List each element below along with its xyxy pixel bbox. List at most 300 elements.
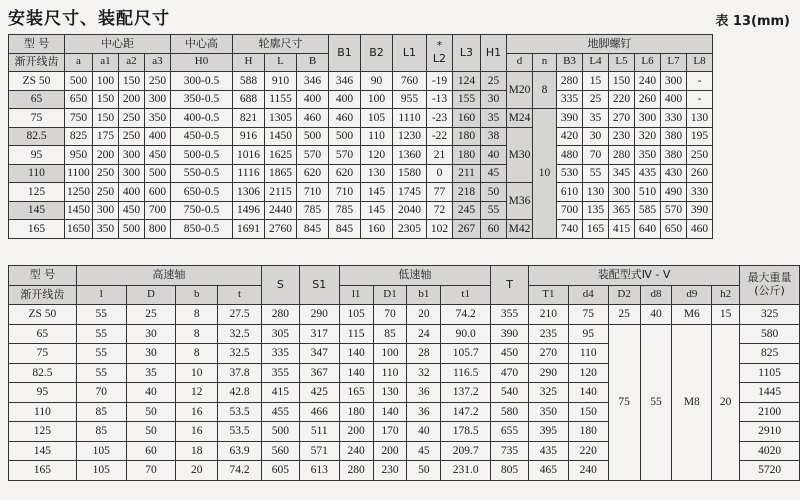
cell-l: 85: [76, 422, 126, 442]
cell-a3: 400: [145, 127, 171, 146]
cell-t: 37.8: [218, 363, 262, 383]
cell-a1: 150: [93, 109, 119, 128]
cell-d4: 150: [568, 402, 608, 422]
cell-l5: 150: [609, 72, 635, 91]
cell-T1: 350: [528, 402, 568, 422]
col-h0: H0: [171, 53, 233, 72]
cell-H: 1691: [233, 220, 265, 239]
cell-max-weight: 325: [740, 305, 800, 325]
cell-b1: 24: [407, 324, 441, 344]
cell-l5: 280: [609, 146, 635, 165]
cell-b1: 45: [407, 441, 441, 461]
cell-T: 805: [491, 461, 529, 481]
cell-T1: 290: [528, 363, 568, 383]
cell-l1: 240: [339, 441, 373, 461]
cell-b3: 740: [557, 220, 583, 239]
col-D1: D1: [373, 285, 407, 305]
cell-b2: 100: [361, 90, 393, 109]
model-size: 75: [9, 344, 77, 364]
col-assembly-type: 装配型式Ⅳ - V: [528, 266, 739, 286]
cell-a1: 100: [93, 72, 119, 91]
cell-S: 605: [261, 461, 299, 481]
cell-a1: 175: [93, 127, 119, 146]
cell-S1: 425: [299, 383, 339, 403]
cell-b1: 20: [407, 305, 441, 325]
cell-a1: 200: [93, 146, 119, 165]
cell-D: 40: [126, 383, 176, 403]
cell-l2: 72: [427, 201, 453, 220]
col-b2: B2: [361, 35, 393, 72]
cell-a2: 450: [119, 201, 145, 220]
cell-l2: -23: [427, 109, 453, 128]
cell-S1: 367: [299, 363, 339, 383]
col-t1: t1: [441, 285, 491, 305]
cell-T: 390: [491, 324, 529, 344]
cell-l7: 400: [661, 90, 687, 109]
cell-h1: 60: [481, 220, 507, 239]
cell-d1: 70: [373, 305, 407, 325]
cell-max-weight: 4020: [740, 441, 800, 461]
cell-t: 42.8: [218, 383, 262, 403]
cell-t1: 74.2: [441, 305, 491, 325]
cell-H: 1116: [233, 164, 265, 183]
cell-l1: 165: [339, 383, 373, 403]
col-b1b: b1: [407, 285, 441, 305]
cell-d9: M6: [672, 305, 712, 325]
cell-B: 460: [297, 109, 329, 128]
cell-S1: 511: [299, 422, 339, 442]
cell-L: 2440: [265, 201, 297, 220]
cell-l8: 330: [687, 183, 713, 202]
cell-l3: 180: [453, 127, 481, 146]
cell-l8: 260: [687, 164, 713, 183]
cell-t: 63.9: [218, 441, 262, 461]
cell-l: 105: [76, 441, 126, 461]
col-l3: L3: [453, 35, 481, 72]
cell-L: 1865: [265, 164, 297, 183]
cell-l1: 955: [393, 90, 427, 109]
cell-d1: 230: [373, 461, 407, 481]
col-l8: L8: [687, 53, 713, 72]
cell-B: 500: [297, 127, 329, 146]
cell-H: 1016: [233, 146, 265, 165]
cell-h1: 30: [481, 90, 507, 109]
cell-l4: 130: [583, 183, 609, 202]
cell-H: 821: [233, 109, 265, 128]
cell-h1: 50: [481, 183, 507, 202]
cell-b3: 335: [557, 90, 583, 109]
cell-B: 845: [297, 220, 329, 239]
cell-l4: 135: [583, 201, 609, 220]
cell-L: 1625: [265, 146, 297, 165]
cell-T1: 465: [528, 461, 568, 481]
l2-note: *: [436, 39, 443, 53]
cell-h1: 55: [481, 201, 507, 220]
model-size: 82.5: [9, 363, 77, 383]
cell-max-weight: 1445: [740, 383, 800, 403]
col-B: B: [297, 53, 329, 72]
cell-b: 16: [176, 402, 218, 422]
col-T1: T1: [528, 285, 568, 305]
col-a1: a1: [93, 53, 119, 72]
cell-max-weight: 580: [740, 324, 800, 344]
cell-l3: 160: [453, 109, 481, 128]
cell-B: 620: [297, 164, 329, 183]
cell-l3: 218: [453, 183, 481, 202]
cell-b2: 120: [361, 146, 393, 165]
cell-S: 355: [261, 363, 299, 383]
cell-T: 655: [491, 422, 529, 442]
cell-t1: 90.0: [441, 324, 491, 344]
cell-t: 32.5: [218, 344, 262, 364]
col-ls-shaft: 低速轴: [339, 266, 490, 286]
cell-S: 305: [261, 324, 299, 344]
cell-l8: -: [687, 72, 713, 91]
cell-l6: 640: [635, 220, 661, 239]
col-n: n: [533, 53, 557, 72]
cell-a2: 300: [119, 164, 145, 183]
col-d4: d4: [568, 285, 608, 305]
max-weight-label: 最大重量: [747, 271, 792, 285]
cell-l5: 270: [609, 109, 635, 128]
cell-L: 2115: [265, 183, 297, 202]
cell-l: 55: [76, 305, 126, 325]
model-size: 65: [9, 90, 65, 109]
model-size: 110: [9, 402, 77, 422]
cell-a2: 250: [119, 109, 145, 128]
cell-l6: 300: [635, 109, 661, 128]
cell-D: 60: [126, 441, 176, 461]
cell-b: 8: [176, 305, 218, 325]
col-D: D: [126, 285, 176, 305]
cell-t1: 137.2: [441, 383, 491, 403]
col-H: H: [233, 53, 265, 72]
cell-l1: 1580: [393, 164, 427, 183]
cell-b: 18: [176, 441, 218, 461]
cell-l1: 115: [339, 324, 373, 344]
cell-l6: 260: [635, 90, 661, 109]
cell-a1: 300: [93, 201, 119, 220]
table-row: [9, 90, 713, 109]
col-d: d: [507, 53, 533, 72]
cell-B: 785: [297, 201, 329, 220]
cell-a3: 450: [145, 146, 171, 165]
col-l7: L7: [661, 53, 687, 72]
cell-H: 588: [233, 72, 265, 91]
cell-d4: 180: [568, 422, 608, 442]
col-d8: d8: [640, 285, 672, 305]
cell-d1: 85: [373, 324, 407, 344]
model-size: ZS 50: [9, 72, 65, 91]
cell-h0: 750-0.5: [171, 201, 233, 220]
col-hs-shaft: 高速轴: [76, 266, 261, 286]
cell-a1: 350: [93, 220, 119, 239]
model-size: 125: [9, 422, 77, 442]
cell-T: 580: [491, 402, 529, 422]
cell-l6: 320: [635, 127, 661, 146]
cell-b1: 36: [407, 383, 441, 403]
table-row: [9, 109, 713, 128]
table-row: [9, 305, 800, 325]
table-row: [9, 201, 713, 220]
cell-a2: 300: [119, 146, 145, 165]
cell-b2: 145: [361, 183, 393, 202]
max-weight-unit: (公斤): [754, 284, 785, 297]
cell-b1: 32: [407, 363, 441, 383]
cell-l4: 35: [583, 109, 609, 128]
cell-S1: 613: [299, 461, 339, 481]
cell-l5: 345: [609, 164, 635, 183]
cell-b1: 460: [329, 109, 361, 128]
cell-T1: 325: [528, 383, 568, 403]
cell-l1: 2305: [393, 220, 427, 239]
anchor-bolt-size: M30: [507, 127, 533, 183]
cell-l8: 390: [687, 201, 713, 220]
table-row: [9, 164, 713, 183]
cell-l7: 300: [661, 72, 687, 91]
cell-a: 1250: [65, 183, 93, 202]
cell-b1: 400: [329, 90, 361, 109]
col-d9: d9: [672, 285, 712, 305]
cell-l3: 124: [453, 72, 481, 91]
model-size: 95: [9, 146, 65, 165]
cell-l4: 165: [583, 220, 609, 239]
cell-H: 1306: [233, 183, 265, 202]
cell-max-weight: 2910: [740, 422, 800, 442]
cell-l4: 15: [583, 72, 609, 91]
cell-D: 50: [126, 422, 176, 442]
cell-h0: 400-0.5: [171, 109, 233, 128]
model-size: 75: [9, 109, 65, 128]
cell-b: 16: [176, 422, 218, 442]
cell-t1: 147.2: [441, 402, 491, 422]
col-a3: a3: [145, 53, 171, 72]
col-l1b: l1: [339, 285, 373, 305]
cell-S1: 347: [299, 344, 339, 364]
cell-t1: 116.5: [441, 363, 491, 383]
cell-T: 540: [491, 383, 529, 403]
cell-a3: 600: [145, 183, 171, 202]
cell-a1: 250: [93, 183, 119, 202]
cell-S1: 290: [299, 305, 339, 325]
cell-b3: 420: [557, 127, 583, 146]
cell-d4: 120: [568, 363, 608, 383]
model-size: 65: [9, 324, 77, 344]
assembly-dimensions-table: [8, 265, 800, 481]
cell-H: 1496: [233, 201, 265, 220]
cell-T: 735: [491, 441, 529, 461]
cell-max-weight: 825: [740, 344, 800, 364]
col-S1: S1: [299, 266, 339, 305]
col2-model: 型 号: [9, 266, 77, 286]
cell-d1: 200: [373, 441, 407, 461]
cell-h0: 350-0.5: [171, 90, 233, 109]
cell-a: 950: [65, 146, 93, 165]
cell-d4: 220: [568, 441, 608, 461]
anchor-bolt-count: 8: [533, 72, 557, 109]
installation-dimensions-table: [8, 34, 713, 239]
cell-h2-merged: 20: [712, 324, 740, 480]
cell-h0: 850-0.5: [171, 220, 233, 239]
table-row: [9, 220, 713, 239]
col-L: L: [265, 53, 297, 72]
cell-l2: 0: [427, 164, 453, 183]
cell-b3: 390: [557, 109, 583, 128]
cell-l8: -: [687, 90, 713, 109]
cell-b2: 110: [361, 127, 393, 146]
cell-l8: 460: [687, 220, 713, 239]
cell-a2: 250: [119, 127, 145, 146]
cell-t: 32.5: [218, 324, 262, 344]
cell-a1: 250: [93, 164, 119, 183]
l2-label: L2: [432, 52, 447, 65]
cell-b1: 785: [329, 201, 361, 220]
cell-b1: 620: [329, 164, 361, 183]
cell-b1: 36: [407, 402, 441, 422]
cell-S: 280: [261, 305, 299, 325]
cell-b: 20: [176, 461, 218, 481]
cell-d1: 130: [373, 383, 407, 403]
col-model: 型 号: [9, 35, 65, 54]
col-l: l: [76, 285, 126, 305]
cell-D: 30: [126, 324, 176, 344]
cell-D2: 25: [608, 305, 640, 325]
cell-l7: 380: [661, 146, 687, 165]
cell-b1: 50: [407, 461, 441, 481]
col-anchor-bolt: 地脚螺钉: [507, 35, 713, 54]
cell-h1: 38: [481, 127, 507, 146]
cell-a: 1650: [65, 220, 93, 239]
cell-l1: 180: [339, 402, 373, 422]
cell-l2: 21: [427, 146, 453, 165]
col-t: t: [218, 285, 262, 305]
cell-b1: 28: [407, 344, 441, 364]
cell-l8: 195: [687, 127, 713, 146]
cell-b2: 130: [361, 164, 393, 183]
anchor-bolt-size: M24: [507, 109, 533, 128]
cell-h1: 25: [481, 72, 507, 91]
cell-t1: 178.5: [441, 422, 491, 442]
cell-h1: 45: [481, 164, 507, 183]
anchor-bolt-size: M36: [507, 183, 533, 220]
cell-D: 30: [126, 344, 176, 364]
cell-l1: 140: [339, 344, 373, 364]
cell-B: 400: [297, 90, 329, 109]
col-h2: h2: [712, 285, 740, 305]
cell-h0: 300-0.5: [171, 72, 233, 91]
cell-d9-merged: M8: [672, 324, 712, 480]
cell-D: 70: [126, 461, 176, 481]
cell-b2: 160: [361, 220, 393, 239]
cell-b1: 346: [329, 72, 361, 91]
cell-l7: 330: [661, 109, 687, 128]
col-D2: D2: [608, 285, 640, 305]
cell-L: 1450: [265, 127, 297, 146]
cell-l8: 250: [687, 146, 713, 165]
cell-a: 1100: [65, 164, 93, 183]
model-size: 110: [9, 164, 65, 183]
cell-a: 1450: [65, 201, 93, 220]
anchor-bolt-size: M42: [507, 220, 533, 239]
cell-a3: 250: [145, 72, 171, 91]
cell-l1: 140: [339, 363, 373, 383]
cell-b1: 40: [407, 422, 441, 442]
model-size: 82.5: [9, 127, 65, 146]
cell-d1: 170: [373, 422, 407, 442]
anchor-bolt-count: 10: [533, 109, 557, 239]
cell-T1: 435: [528, 441, 568, 461]
cell-h0: 550-0.5: [171, 164, 233, 183]
cell-a3: 350: [145, 109, 171, 128]
cell-l8: 130: [687, 109, 713, 128]
cell-t1: 231.0: [441, 461, 491, 481]
cell-b3: 700: [557, 201, 583, 220]
cell-l3: 267: [453, 220, 481, 239]
cell-a: 500: [65, 72, 93, 91]
model-size: 95: [9, 383, 77, 403]
cell-B: 346: [297, 72, 329, 91]
cell-S: 455: [261, 402, 299, 422]
cell-l2: 102: [427, 220, 453, 239]
cell-h0: 650-0.5: [171, 183, 233, 202]
col-outline: 轮廓尺寸: [233, 35, 329, 54]
cell-l1: 2040: [393, 201, 427, 220]
col-b: b: [176, 285, 218, 305]
cell-D: 35: [126, 363, 176, 383]
cell-T: 355: [491, 305, 529, 325]
cell-a: 825: [65, 127, 93, 146]
cell-b2: 90: [361, 72, 393, 91]
model-size: 145: [9, 201, 65, 220]
cell-a3: 800: [145, 220, 171, 239]
col-l5: L5: [609, 53, 635, 72]
cell-d8: 40: [640, 305, 672, 325]
cell-D: 25: [126, 305, 176, 325]
col-a2: a2: [119, 53, 145, 72]
cell-l6: 585: [635, 201, 661, 220]
col-l6: L6: [635, 53, 661, 72]
cell-d8-merged: 55: [640, 324, 672, 480]
model-size: 145: [9, 441, 77, 461]
cell-l: 70: [76, 383, 126, 403]
cell-T1: 395: [528, 422, 568, 442]
cell-a2: 500: [119, 220, 145, 239]
cell-S: 500: [261, 422, 299, 442]
col-h1: H1: [481, 35, 507, 72]
cell-t: 53.5: [218, 422, 262, 442]
cell-b: 12: [176, 383, 218, 403]
col-T: T: [491, 266, 529, 305]
cell-l7: 380: [661, 127, 687, 146]
cell-l5: 415: [609, 220, 635, 239]
cell-max-weight: 2100: [740, 402, 800, 422]
cell-l4: 25: [583, 90, 609, 109]
cell-S: 335: [261, 344, 299, 364]
cell-L: 1155: [265, 90, 297, 109]
cell-T1: 210: [528, 305, 568, 325]
cell-d1: 100: [373, 344, 407, 364]
cell-a3: 300: [145, 90, 171, 109]
cell-a2: 400: [119, 183, 145, 202]
cell-t: 27.5: [218, 305, 262, 325]
table-row: [9, 127, 713, 146]
cell-T1: 270: [528, 344, 568, 364]
cell-l: 85: [76, 402, 126, 422]
cell-l5: 230: [609, 127, 635, 146]
cell-d4: 240: [568, 461, 608, 481]
cell-H: 916: [233, 127, 265, 146]
cell-S1: 571: [299, 441, 339, 461]
